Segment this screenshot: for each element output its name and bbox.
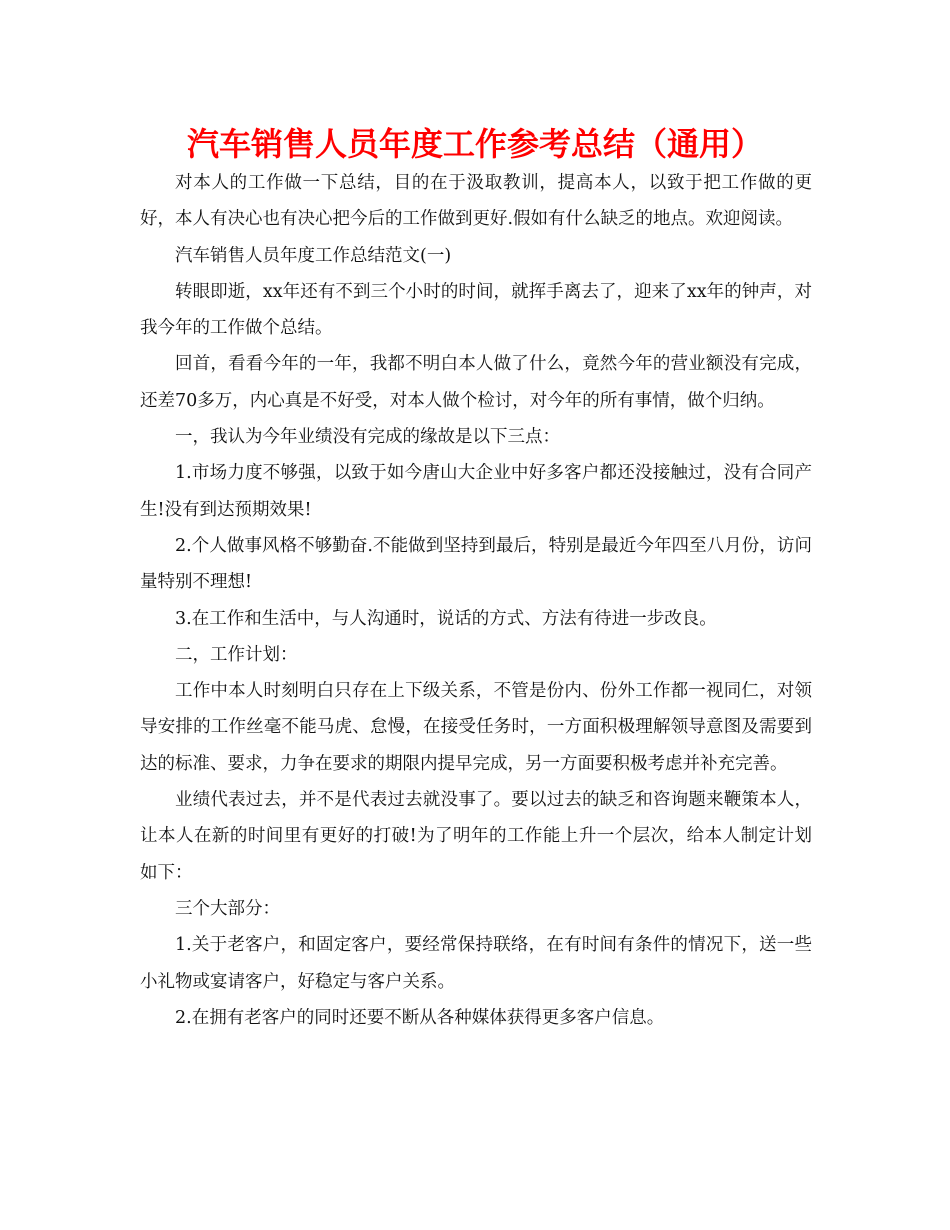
paragraph: 工作中本人时刻明白只存在上下级关系，不管是份内、份外工作都一视同仁，对领导安排的工作丝毫不能马虎、怠慢，在接受任务时，一方面积极理解领导意图及需要到达的标准、要求，力争在要求的期限内提早完成，另一方面要积极考虑并补充完善。	[140, 681, 812, 774]
paragraph: 转眼即逝，xx年还有不到三个小时的时间，就挥手离去了，迎来了xx年的钟声，对我今年的工作做个总结。	[140, 281, 812, 339]
document-title: 汽车销售人员年度工作参考总结（通用）	[186, 125, 763, 163]
list-item: 2.在拥有老客户的同时还要不断从各种媒体获得更多客户信息。	[175, 1007, 665, 1028]
list-item: 3.在工作和生活中，与人沟通时，说话的方式、方法有待进一步改良。	[175, 608, 717, 629]
list-item: 1.关于老客户，和固定客户，要经常保持联络，在有时间有条件的情况下，送一些小礼物或宴请客户，好稳定与客户关系。	[140, 935, 812, 992]
paragraph-subheading: 一，我认为今年业绩没有完成的缘故是以下三点：	[175, 427, 560, 448]
document-body	[140, 165, 812, 1036]
paragraph-intro: 对本人的工作做一下总结，目的在于汲取教训，提高本人，以致于把工作做的更好，本人有决心也有决心把今后的工作做到更好.假如有什么缺乏的地点。欢迎阅读。	[140, 173, 812, 230]
paragraph: 回首，看看今年的一年，我都不明白本人做了什么，竟然今年的营业额没有完成，还差70多万，内心真是不好受，对本人做个检讨，对今年的所有事情，做个归纳。	[140, 354, 812, 411]
paragraph-subheading: 二，工作计划：	[175, 644, 298, 665]
list-item: 1.市场力度不够强，以致于如今唐山大企业中好多客户都还没接触过，没有合同产生!没有到达预期效果!	[140, 463, 812, 520]
paragraph-subheading: 三个大部分：	[175, 898, 280, 919]
paragraph: 业绩代表过去，并不是代表过去就没事了。要以过去的缺乏和咨询题来鞭策本人，让本人在新的时间里有更好的打破!为了明年的工作能上升一个层次，给本人制定计划如下：	[140, 790, 812, 883]
list-item: 2.个人做事风格不够勤奋.不能做到坚持到最后，特别是最近今年四至八月份，访问量特别不理想!	[140, 535, 812, 593]
paragraph-section-heading: 汽车销售人员年度工作总结范文(一)	[175, 245, 452, 266]
